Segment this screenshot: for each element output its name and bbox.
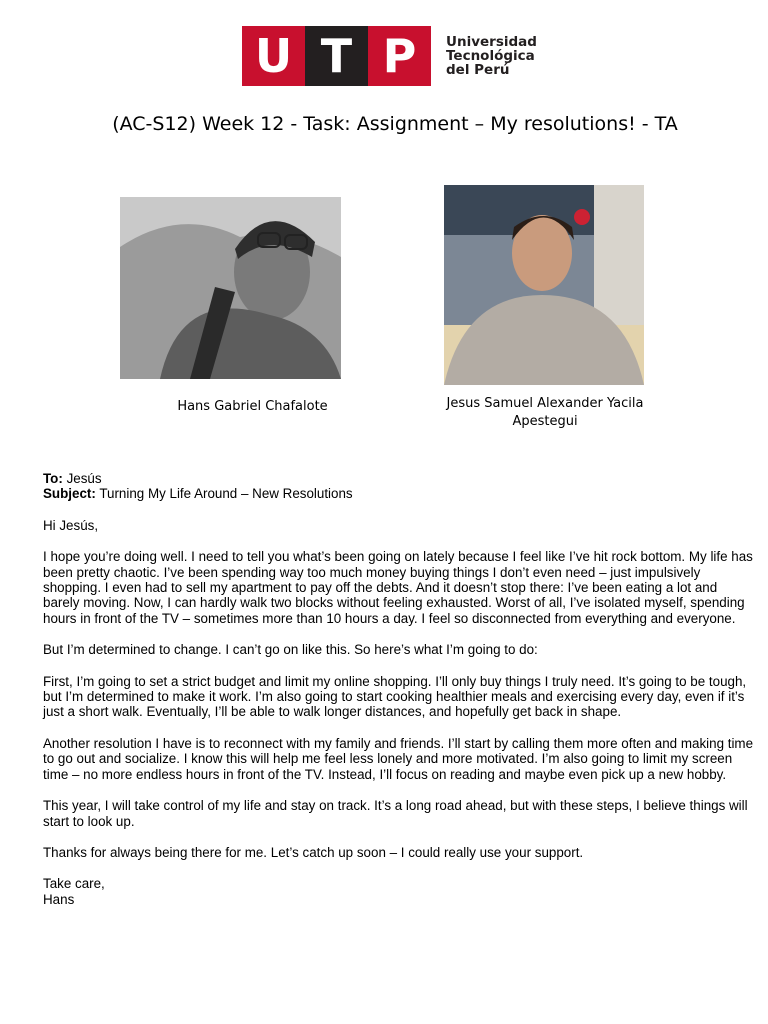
subject-line (43, 486, 755, 501)
letter-body (43, 471, 755, 907)
logo-letter-t: T (305, 26, 368, 86)
to-label: To: (43, 471, 63, 486)
caption-jesus: Jesus Samuel Alexander Yacila Apestegui (446, 396, 644, 429)
subject-label: Subject: (43, 486, 96, 502)
logo-letter-u: U (242, 26, 305, 86)
greeting: Hi Jesús, (43, 517, 99, 533)
to-line (43, 471, 755, 486)
document-title: (AC-S12) Week 12 - Task: Assignment – My resolutions! - TA (112, 113, 678, 135)
logo-line-2: Tecnológica (446, 48, 535, 64)
to-value: Jesús (66, 471, 102, 486)
paragraph-4: Another resolution I have is to reconnect with my family and friends. I’ll start by calling them more often and making time to go out and socialize. I know this will help me feel less lonely and more motivated. I’m also going to limit my screen time – no more endless hours in front of the TV. Instead, I’ll focus on reading and maybe even pick up a new hobby. (43, 735, 754, 782)
photo-jesus (444, 185, 644, 385)
paragraph-1: I hope you’re doing well. I need to tell you what’s been going on lately because I feel like I’ve hit rock bottom. My life has been pretty chaotic. I’ve been spending way too much money buying things I don’t even need – just impulsively shopping. I even had to sell my apartment to pay off the debts. And it doesn’t stop there: I’ve been eating a lot and barely moving. Now, I can hardly walk two blocks without feeling exhausted. Worst of all, I’ve isolated myself, spending hours in front of the TV – sometimes more than 10 hours a day. I feel so disconnected from everything and everyone. (43, 549, 753, 626)
photo-hans (120, 197, 341, 379)
logo-line-1: Universidad (446, 34, 537, 50)
closing: Take care, (43, 876, 105, 892)
paragraph-6: Thanks for always being there for me. Let’s catch up soon – I could really use your support. (43, 844, 584, 860)
logo-wordmark (446, 35, 537, 77)
paragraph-3: First, I’m going to set a strict budget and limit my online shopping. I’ll only buy things I truly need. It’s going to be tough, but I’m determined to make it work. I’m also going to start cooking healthier meals and exercising every day, even if it’s just a short walk. Eventually, I’ll be able to walk longer distances, and hopefully get back in shape. (43, 673, 747, 720)
logo-line-3: del Perú (446, 62, 510, 78)
subject-value: Turning My Life Around – New Resolutions (99, 486, 353, 502)
caption-hans: Hans Gabriel Chafalote (177, 399, 328, 414)
portrait-placeholder-2 (444, 185, 644, 385)
signature: Hans (43, 891, 75, 907)
utp-logo (242, 26, 542, 86)
portrait-placeholder-1 (120, 197, 341, 379)
logo-letter-p: P (368, 26, 431, 86)
paragraph-5: This year, I will take control of my life and stay on track. It’s a long road ahead, but with these steps, I believe things will start to look up. (43, 798, 748, 829)
letter-meta (43, 471, 755, 502)
paragraph-2: But I’m determined to change. I can’t go on like this. So here’s what I’m going to do: (43, 642, 538, 658)
